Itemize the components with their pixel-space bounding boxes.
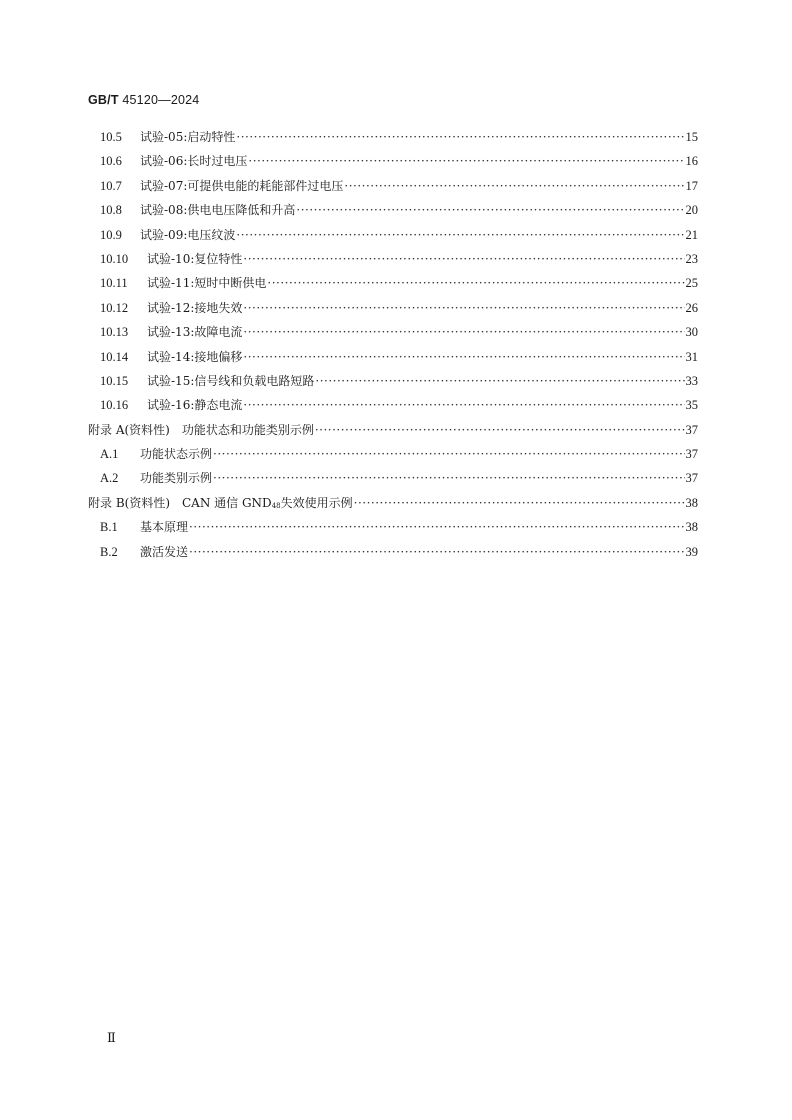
toc-page-number: 37 (685, 471, 698, 486)
toc-entry[interactable] (88, 152, 698, 176)
toc-entry[interactable] (88, 396, 698, 420)
toc-page-number: 15 (685, 130, 698, 144)
toc-entry[interactable] (88, 250, 698, 274)
toc-entry[interactable] (88, 348, 698, 372)
toc-section-number: 10.10 (100, 251, 129, 266)
toc-section-number: A.1 (100, 447, 119, 462)
toc-entry-title: 试验-14:接地偏移 (147, 349, 243, 364)
toc-leader-dots (243, 398, 684, 412)
toc-leader-dots (243, 301, 684, 315)
toc-leader-dots (267, 276, 684, 290)
toc-entry[interactable] (88, 445, 698, 469)
toc-leader-dots (296, 203, 684, 217)
toc-page-number: 37 (685, 422, 698, 437)
toc-entry-title-subscript: 48 (271, 501, 281, 510)
table-of-contents (88, 128, 698, 567)
toc-entry-title: 试验-07:可提供电能的耗能部件过电压 (140, 178, 344, 193)
toc-entry-title-part: 附录 B(资料性) CAN 通信 GND (88, 495, 272, 510)
toc-section-number: 10.11 (100, 276, 128, 291)
toc-entry-title: 附录 A(资料性) 功能状态和功能类别示例 (88, 422, 314, 437)
document-header (88, 93, 199, 107)
toc-page-number: 20 (685, 203, 698, 218)
toc-entry-title: 试验-08:供电电压降低和升高 (140, 203, 296, 218)
toc-page-number: 33 (685, 373, 698, 388)
toc-page-number: 30 (685, 325, 698, 340)
standard-code: GB/T (88, 93, 119, 107)
toc-entry[interactable] (88, 299, 698, 323)
toc-section-number: 10.14 (100, 349, 129, 364)
toc-section-number: 10.13 (100, 325, 129, 340)
page-number: Ⅱ (107, 1030, 116, 1045)
toc-page-number: 38 (685, 520, 698, 535)
toc-entry-title: 试验-15:信号线和负载电路短路 (147, 373, 315, 388)
toc-leader-dots (243, 325, 684, 339)
toc-page-number: 35 (685, 398, 698, 413)
toc-entry[interactable] (88, 201, 698, 225)
toc-entry[interactable] (88, 274, 698, 298)
toc-entry-title: 激活发送 (140, 544, 189, 559)
toc-section-number: 10.16 (100, 398, 129, 413)
toc-entry[interactable] (88, 518, 698, 542)
toc-entry[interactable] (88, 494, 698, 518)
toc-page-number: 21 (685, 227, 698, 242)
toc-entry-title: 功能类别示例 (140, 471, 213, 486)
toc-page-number: 31 (685, 349, 698, 364)
toc-entry[interactable] (88, 543, 698, 567)
toc-entry-title: 试验-09:电压纹波 (140, 227, 236, 242)
toc-entry-title (88, 494, 353, 511)
toc-section-number: B.2 (100, 544, 118, 559)
toc-page-number: 25 (685, 276, 698, 291)
toc-entry-title: 功能状态示例 (140, 447, 213, 462)
toc-entry[interactable] (88, 177, 698, 201)
toc-section-number: A.2 (100, 471, 119, 486)
toc-entry-title-part: 失效使用示例 (280, 495, 353, 510)
toc-leader-dots (243, 252, 684, 266)
toc-page-number: 17 (685, 178, 698, 193)
toc-entry-title: 试验-05:启动特性 (140, 130, 236, 144)
toc-entry-title: 试验-06:长时过电压 (140, 154, 248, 169)
toc-entry-title: 试验-12:接地失效 (147, 300, 243, 315)
toc-leader-dots (189, 545, 684, 559)
toc-entry[interactable] (88, 128, 698, 152)
toc-section-number: 10.7 (100, 178, 122, 193)
toc-leader-dots (243, 350, 684, 364)
standard-number: 45120—2024 (122, 93, 200, 107)
toc-page-number: 38 (685, 495, 698, 510)
toc-leader-dots (236, 228, 684, 242)
toc-leader-dots (344, 179, 684, 193)
toc-section-number: 10.15 (100, 373, 129, 388)
toc-entry-title: 基本原理 (140, 520, 189, 535)
toc-leader-dots (213, 447, 684, 461)
toc-entry[interactable] (88, 323, 698, 347)
toc-leader-dots (354, 496, 685, 510)
toc-entry[interactable] (88, 372, 698, 396)
toc-section-number: 10.12 (100, 300, 129, 315)
toc-page-number: 26 (685, 300, 698, 315)
toc-page-number: 39 (685, 544, 698, 559)
toc-section-number: 10.9 (100, 227, 122, 242)
toc-entry[interactable] (88, 421, 698, 445)
toc-entry-title: 试验-16:静态电流 (147, 398, 243, 413)
toc-section-number: 10.6 (100, 154, 122, 169)
toc-leader-dots (189, 520, 684, 534)
toc-section-number: 10.5 (100, 130, 122, 144)
toc-leader-dots (315, 374, 684, 388)
toc-entry-title: 试验-11:短时中断供电 (147, 276, 267, 291)
toc-leader-dots (236, 130, 684, 144)
toc-entry[interactable] (88, 226, 698, 250)
toc-leader-dots (213, 471, 684, 485)
toc-leader-dots (315, 423, 685, 437)
toc-page-number: 23 (685, 251, 698, 266)
toc-section-number: 10.8 (100, 203, 122, 218)
toc-entry-title: 试验-10:复位特性 (147, 251, 243, 266)
toc-page-number: 37 (685, 447, 698, 462)
toc-entry[interactable] (88, 469, 698, 493)
toc-section-number: B.1 (100, 520, 118, 535)
toc-leader-dots (248, 154, 684, 168)
toc-page-number: 16 (685, 154, 698, 169)
toc-entry-title: 试验-13:故障电流 (147, 325, 243, 340)
